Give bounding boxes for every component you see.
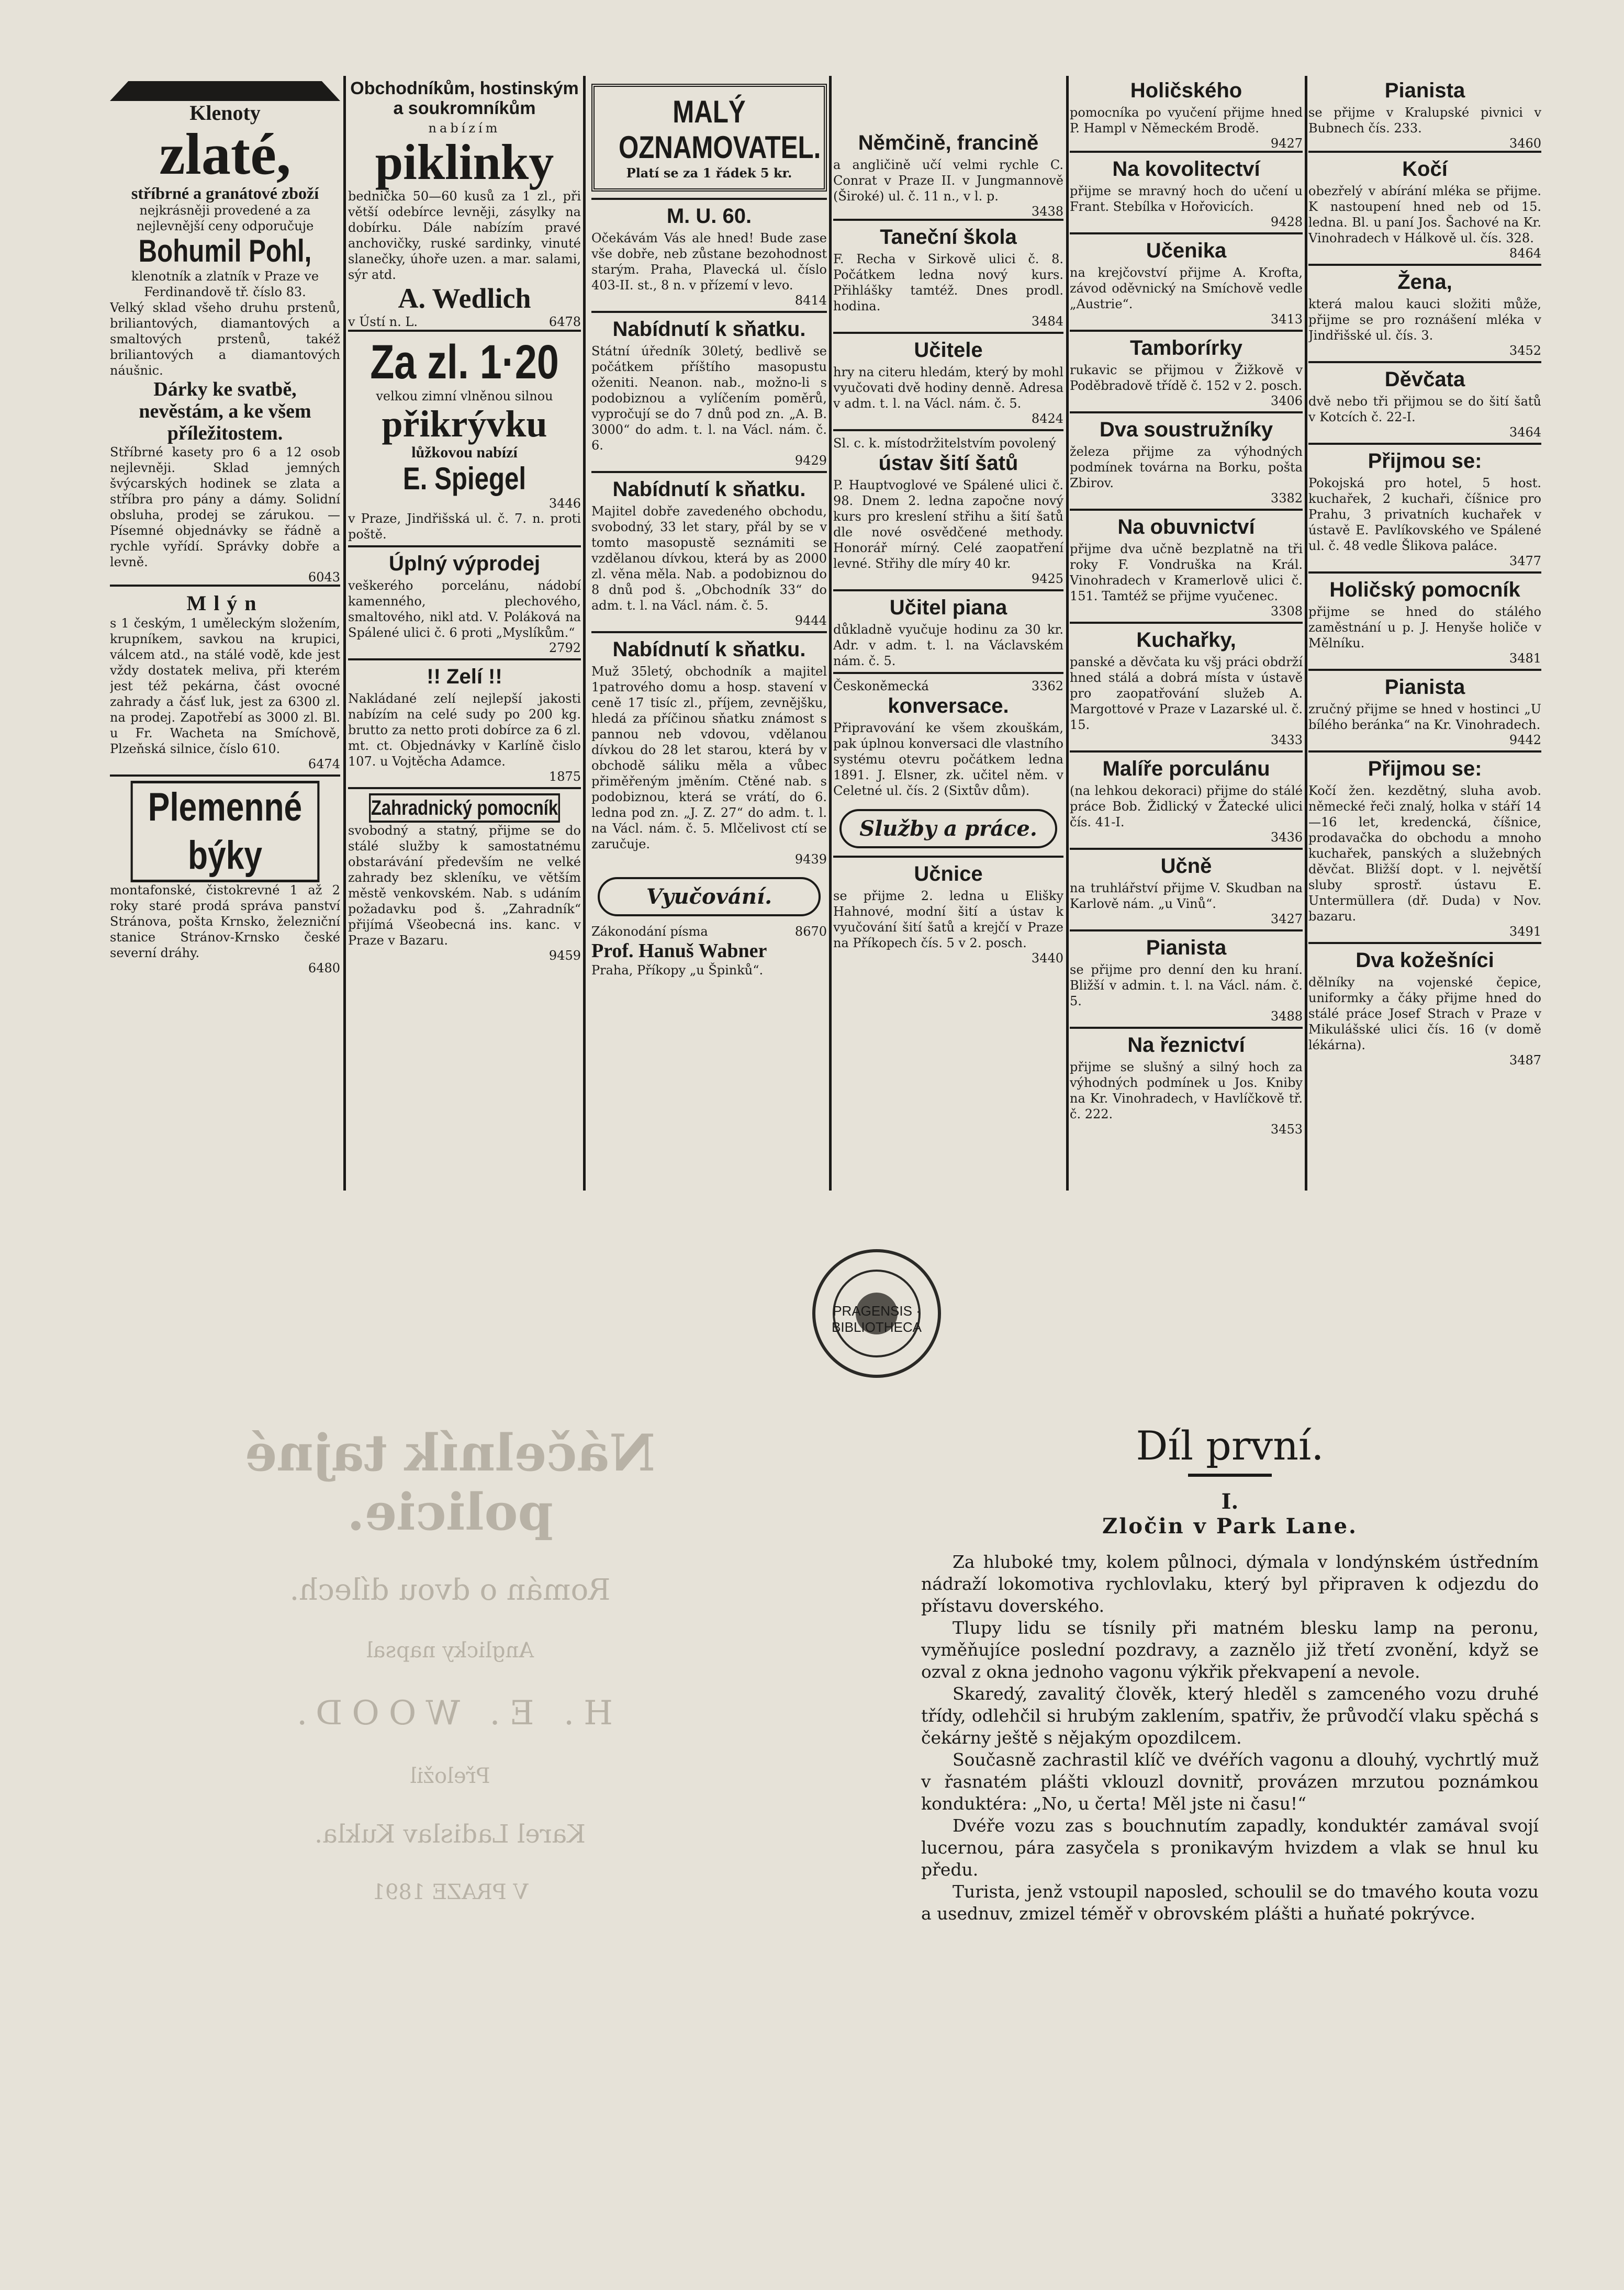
- show-through-title-page: [162, 1423, 738, 1936]
- classifieds-header: [591, 84, 827, 192]
- jewel-gift: Dárky ke svatbě, nevěstám, a ke všem příležitostem.: [139, 378, 311, 444]
- ad-text: na krejčovství přijme A. Krofta, závod oděvnický na Smíchově vedle „Austrie“.: [1070, 265, 1303, 311]
- pick-intro: Obchodníkům, hostinským a soukromníkům: [350, 78, 579, 118]
- ad-number: 3427: [1270, 912, 1303, 926]
- piano-title: Učitel piana: [889, 596, 1007, 619]
- ad-title: Kuchařky,: [1136, 628, 1236, 652]
- marriage-ad-2-title: Nabídnutí k sňatku.: [612, 478, 806, 501]
- ghost-author: H. E. WOOD.: [287, 1694, 613, 1733]
- ghost-imprint: V PRAZE 1891: [372, 1880, 529, 1904]
- ad-number: 3484: [1031, 314, 1063, 329]
- ad-number: 3308: [1270, 604, 1303, 619]
- ad-text: která malou kauci složiti může, přijme se pro roznášení mléka v Jindřišské ul. čís. 3.: [1308, 297, 1541, 343]
- jewel-title: zlaté,: [159, 122, 291, 187]
- classifieds-rate: Platí se za 1 řádek 5 kr.: [626, 165, 792, 181]
- ad-number: 3362: [1031, 679, 1063, 693]
- ad-number: 8424: [1031, 411, 1063, 426]
- jewel-description: Velký sklad všeho druhu prstenů, briliantových, diamantových a smaltových prstenů, takéž briliantových a diamantových náušnic.: [110, 300, 340, 378]
- ad-title: Pianista: [1146, 936, 1227, 959]
- ad-number: 6043: [308, 570, 340, 585]
- blanket-title: přikrývku: [382, 403, 547, 445]
- ghost-subtitle: Román o dvou dílech.: [289, 1573, 611, 1607]
- banner-bar: [110, 81, 340, 101]
- marriage-ad-3-text: Muž 35letý, obchodník a majitel 1patrového domu a hosp. stavení v ceně 17 tisíc zl., příjem, zevnějšku, hledá za příčinou sňatku známost s pannou neb vdovou, vdělanou dívkou do 28 let starou, která by v obchodě sáliku měla a vůbec přiměřeným jměním. Ctěné nab. s podobiznou, která se vrátí, do 6. ledna pod zn. „J. Z. 27“ do adm. t. l. na Václ. nám. č. 5. Mlčelivost ctí se zaručuje.: [591, 664, 827, 851]
- ad-title: Pianista: [1384, 676, 1465, 699]
- ad-number: 3481: [1509, 651, 1541, 666]
- ad-title: Pianista: [1384, 79, 1465, 102]
- ad-title: Dva kožešníci: [1356, 949, 1494, 972]
- dance-title: Taneční škola: [880, 226, 1017, 249]
- column-rule: [1305, 76, 1307, 1191]
- blanket-intro: velkou zimní vlněnou silnou: [376, 389, 553, 403]
- bulls-text: montafonské, čistokrevné 1 až 2 roky staré prodá správa panství Stránova, pošta Krnsko, železniční stanice Stránov-Krnsko české severní dráhy.: [110, 883, 340, 960]
- garden-title: Zahradnický pomocník: [369, 793, 560, 823]
- sale-title: Úplný výprodej: [389, 552, 540, 575]
- ornament-divider: [1188, 1474, 1272, 1477]
- section-label-services: Služby a práce.: [839, 809, 1057, 848]
- ad-text: přijme dva učně bezplatně na tři roky F. Vondruška na Král. Vinohradech v Kramerlově ulici č. 151. Tamtéž se přijme vyučenec.: [1070, 542, 1303, 603]
- pick-offer: nabízím: [428, 121, 501, 136]
- footer-row: [591, 924, 827, 939]
- ad-number: 2792: [548, 641, 581, 655]
- ghost-translated-by: Přeložil: [410, 1764, 490, 1788]
- ad-number: 9439: [794, 852, 827, 867]
- marriage-ad-1-title: Nabídnutí k sňatku.: [612, 318, 806, 341]
- novel-section: [921, 1423, 1539, 1925]
- ad-number: 6478: [548, 315, 581, 329]
- jewel-sub: stříbrné a granátové zboží: [131, 184, 319, 203]
- column-rule: [1066, 76, 1069, 1191]
- library-stamp: [809, 1245, 945, 1382]
- cabbage-title: !! Zelí !!: [427, 665, 502, 688]
- paragraph: Současně zachrastil klíč ve dvéřích vagonu a dlouhý, vychrtlý muž v řasnatém plášti vklouzl dovnitř, provázen mrzutou poznámkou konduktéra: „No, u čerta! Měl jste ni času!“: [921, 1749, 1539, 1814]
- ad-number: 3433: [1270, 733, 1303, 747]
- jewel-label: Klenoty: [189, 101, 261, 125]
- garden-text: svobodný a statný, přijme se do stálé služby k samostatnému obstarávání především ne velké zahrady bez skleníku, ve větším městě venkovském. Nab. s udáním požadavku pod š. „Zahradník“ přijímá Všeobecná ins. kanc. v Praze v Bazaru.: [348, 823, 581, 948]
- stamp-text: PRAGENSIS · BIBLIOTHECA: [832, 1303, 922, 1335]
- sewing-text: P. Hauptvoglové ve Spálené ulici č. 98. Dnem 2. ledna započne nový kurs pro kreslení střihu a šití šatů dle nové osvědčené methody. Honorář mírný. Celé zaopatření levné. Střihy dle míry 40 kr.: [833, 478, 1063, 571]
- ad-text: se přijme pro denní den ku hraní. Bližší v admin. t. l. na Václ. nám. č. 5.: [1070, 962, 1303, 1008]
- ad-title: Přijmou se:: [1368, 757, 1482, 780]
- ad-text: přijme se hned do stálého zaměstnání u p. J. Henyše holiče v Mělníku.: [1308, 604, 1541, 650]
- jewel-text: nejkrásněji provedené a za nejlevnější ceny odporučuje: [136, 203, 314, 233]
- ad-text: zručný přijme se hned v hostinci „U bílého beránka“ na Kr. Vinohradech.: [1308, 702, 1541, 732]
- ad-title: Dva soustružníky: [1099, 418, 1273, 441]
- sewing-intro: Sl. c. k. místodržitelstvím povolený: [833, 436, 1056, 451]
- column-2: [348, 78, 581, 1188]
- language-text: a angličině učí velmi rychle C. Conrat v Praze II. v Jungmannově (Široké) ul. č. 11 n., v l. p.: [833, 158, 1063, 204]
- jewel-address: klenotník a zlatník v Praze ve Ferdinandově tř. číslo 83.: [131, 269, 319, 299]
- ad-text: Pokojská pro hotel, 5 host. kuchařek, 2 kuchaři, číšnice pro Prahu, 3 privatních kuchařek v ústavě E. Pavlíkovského ve Spálené ul. č. 48 vedle Šlikova paláce.: [1308, 476, 1541, 553]
- pick-place-row: [348, 314, 581, 330]
- ad-number: 3477: [1509, 554, 1541, 568]
- ad-title: Děvčata: [1384, 368, 1465, 391]
- professor-name: Prof. Hanuš Wabner: [591, 940, 767, 962]
- ad-title: Učně: [1160, 855, 1212, 878]
- ad-title: Učenika: [1146, 239, 1227, 262]
- marriage-ad-2-text: Majitel dobře zavedeného obchodu, svobodný, 33 let stary, přál by se v tomto masopustě seznámiti se vzdělanou dívkou, která by as 2000 zl. věna měla. Nab. a podobiznou do 8 dnů pod š. „Obchodník 33“ do adm. t. l. na Václ. nám. č. 5.: [591, 504, 827, 613]
- ad-title: Malíře porculánu: [1102, 757, 1270, 780]
- ad-number: 1875: [548, 769, 581, 784]
- ad-title: Na řeznictví: [1127, 1034, 1245, 1057]
- cabbage-text: Nakládané zelí nejlepší jakosti nabízím na celé sudy po 200 kg. brutto za netto proti dobírce za 6 zl. mt. ct. Objednávky v Karlíně čislo 107. u Vojtěcha Adamce.: [348, 691, 581, 769]
- chapter-title: Zločin v Park Lane.: [1102, 1514, 1358, 1539]
- ghost-translator: Karel Ladislav Kukla.: [315, 1820, 586, 1849]
- marriage-ad-3-title: Nabídnutí k sňatku.: [612, 638, 806, 661]
- ad-text: železa přijme za výhodných podmínek továrna na Borku, pošta Zbirov.: [1070, 444, 1303, 490]
- conversation-text: Připravování ke všem zkouškám, pak úplnou konversaci dle vlastního systému otevru počátkem ledna 1891. J. Elsner, zk. učitel něm. v Celetné ul. čís. 2 (Sixtův dům).: [833, 721, 1063, 798]
- ad-number: 3440: [1031, 951, 1063, 966]
- sale-text: veškerého porcelánu, nádobí kamenného, plechového, smaltového, nikl atd. V. Poláková na Spálené ulici č. 6 proti „Myslíkům.“: [348, 578, 581, 640]
- ad-text: panské a děvčata ku všj práci obdrží hned stálá a dobrá místa v ústavě pro zaopatřování služeb A. Margottové v Praze v Lazarské ul. č. 15.: [1070, 655, 1303, 732]
- marriage-ad-1-text: Státní úředník 30letý, bedlivě se počátkem příštího masopustu oženiti. Neanon. nab., možno-li s podobiznou a vylíčením poměrů, vypročují se do 7 dnů pod zn. „A. B. 3000“ do adm. t. l. na Václ. nám. č. 6.: [591, 344, 827, 453]
- ad-text: na truhlářství přijme V. Skudban na Karlově nám. „u Vinů“.: [1070, 881, 1303, 911]
- pick-text: bednička 50—60 kusů za 1 zl., při větší odebírce levněji, zásylky na dobírku. Dále nabízím pravé anchovičky, ruské sardinky, vinuté slanečky, úhoře uzen. a mar. salami, sýr atd.: [348, 189, 581, 282]
- ad-number: 9429: [794, 453, 827, 468]
- paragraph: Za hluboké tmy, kolem půlnoci, dýmala v londýnském ústředním nádraží lokomotiva rychlovlaku, který byl připraven k odjezdu do přístavu doverského.: [921, 1552, 1539, 1616]
- ad-number: 3446: [548, 496, 581, 511]
- ad-number: 8464: [1509, 246, 1541, 261]
- part-title: Díl první.: [1136, 1422, 1324, 1469]
- paragraph: Turista, jenž vstoupil naposled, schoulil se do tmavého kouta vozu a usednuv, zmizel téměř v obrovském plášti a huňaté pokrývce.: [921, 1881, 1539, 1924]
- ad-number: 3488: [1270, 1009, 1303, 1024]
- paragraph: Tlupy lidu se tísnily při matném blesku lamp na peronu, vyměňujíce poslední pozdravy, a zaznělo již třetí zvonění, když se ozval z okna jednoho vagonu výkřik překvapení a nevole.: [921, 1618, 1539, 1682]
- mu-text: Očekávám Vás ale hned! Bude zase vše dobře, neb zůstane bezohodnost starým. Praha, Plavecká ul. číslo 403-II. st., 8 n. v přízemí v levo.: [591, 231, 827, 293]
- ad-number: 3406: [1270, 394, 1303, 408]
- paragraph: Dvéře vozu zas s bouchnutím zapadly, konduktér zamával svojí lucernou, pára zasyčela s pronikavým hvizdem a vlak se hnul ku předu.: [921, 1815, 1539, 1880]
- ad-text: pomocníka po vyučení přijme hned P. Hampl v Německém Brodě.: [1070, 105, 1303, 136]
- conversation-intro: Českoněmecká: [833, 679, 929, 693]
- mill-title: Mlýn: [186, 591, 264, 615]
- ad-title: Na obuvnictví: [1117, 515, 1255, 538]
- jeweler-name: Bohumil Pohl,: [138, 233, 312, 268]
- ad-text: se přijme v Kralupské pivnici v Bubnech čís. 233.: [1308, 105, 1541, 136]
- ad-number: 3460: [1509, 136, 1541, 151]
- section-label-teaching: Vyučování.: [598, 877, 821, 916]
- ad-number: 3453: [1270, 1122, 1303, 1137]
- ad-number: 3413: [1270, 312, 1303, 327]
- ad-text: přijme se slušný a silný hoch za výhodných podmínek u Jos. Kniby na Kr. Vinohradech, v Havlíčkově tř. č. 222.: [1070, 1060, 1303, 1121]
- column-4: [833, 78, 1063, 1188]
- jewel-more: Stříbrné kasety pro 6 a 12 osob nejlevněji. Sklad jemných švýcarských hodinek se zlata a stříbra pro pány a dámy. Solidní obsluha, prodej se zárukou. — Písemné objednávky se řádně a rychle vyřídí. Správky dobře a levně.: [110, 445, 340, 569]
- blanket-merchant: E. Spiegel: [402, 461, 527, 496]
- ad-number: 3382: [1270, 491, 1303, 506]
- column-rule: [343, 76, 346, 1191]
- ad-text: rukavic se přijmou v Žižkově v Poděbradově třídě č. 152 v 2. posch.: [1070, 363, 1303, 393]
- ad-number: 8670: [794, 924, 827, 939]
- ad-number: 9459: [548, 948, 581, 963]
- column-rule: [829, 76, 832, 1191]
- blanket-sub: lůžkovou nabízí: [411, 444, 518, 461]
- conversation-title: konversace.: [888, 694, 1009, 717]
- ad-number: 6474: [308, 757, 340, 771]
- sewing-title: ústav šití šatů: [878, 452, 1018, 475]
- ad-number: 9444: [794, 613, 827, 628]
- ad-text: dělníky na vojenské čepice, uniformky a čáky přijme hned do stálé práce Josef Strach v Praze v Mikulášské ulici čís. 16 (v domě lékárna).: [1308, 975, 1541, 1052]
- pick-merchant: A. Wedlich: [398, 283, 531, 314]
- ad-title: Přijmou se:: [1368, 450, 1482, 473]
- ad-title: Holičský pomocník: [1329, 578, 1520, 601]
- footer-address: Praha, Příkopy „u Špinků“.: [591, 963, 764, 978]
- classifieds-title: MALÝ OZNAMOVATEL.: [618, 94, 821, 165]
- ad-number: 8414: [794, 293, 827, 308]
- pick-title: piklinky: [375, 134, 554, 190]
- teacher-title: Učitele: [914, 339, 983, 362]
- ghost-title: Náčelník tajné policie.: [244, 1423, 656, 1542]
- ad-number: 3436: [1270, 830, 1303, 845]
- ad-text: obezřelý v abírání mléka se přijme. K nastoupení hned neb od 15. ledna. Bl. u paní Jos. Šachové na Kr. Vinohradech v Hálkově ul. čís. 328.: [1308, 184, 1541, 245]
- ad-number: 3464: [1509, 425, 1541, 440]
- column-5: [1070, 78, 1303, 1188]
- ad-number: 3438: [1031, 204, 1063, 219]
- ad-title: Kočí: [1402, 158, 1448, 181]
- ad-title: Tamborírky: [1130, 336, 1242, 360]
- ad-number: 9428: [1270, 215, 1303, 229]
- ad-number: 3452: [1509, 343, 1541, 358]
- ad-text: přijme se mravný hoch do učení u Frant. Stebílka v Hořovicích.: [1070, 184, 1303, 214]
- paragraph: Skaredý, zavalitý člověk, který hleděl s zamceného vozu druhé třídy, odlehčil si hrubým zaklením, spatřiv, že průvodčí vlaku spěchá s čekárny ještě s nějakým opozdilcem.: [921, 1683, 1539, 1748]
- piano-text: důkladně vyučuje hodinu za 30 kr. Adr. v adm. t. l. na Václavském nám. č. 5.: [833, 622, 1063, 668]
- mu-title: M. U. 60.: [666, 205, 752, 228]
- ad-title: Holičského: [1130, 79, 1242, 102]
- column-3: [591, 78, 827, 1188]
- blanket-address: v Praze, Jindřišská ul. č. 7. n. proti poště.: [348, 511, 581, 542]
- column-1: [110, 78, 340, 1188]
- ad-title: Na kovolitectví: [1112, 158, 1260, 181]
- ad-number: 9442: [1509, 733, 1541, 747]
- ad-number: 9427: [1270, 136, 1303, 151]
- apprentice-title: Učnice: [914, 862, 983, 885]
- column-rule: [583, 76, 586, 1191]
- footer-text: Zákonodání písma: [591, 924, 708, 939]
- language-title: Němčině, francině: [858, 131, 1039, 154]
- column-6: [1308, 78, 1541, 1188]
- ad-text: (na lehkou dekoraci) přijme do stálé práce Bob. Židlický v Žatecké ulici čís. 41-I.: [1070, 783, 1303, 829]
- ad-number: 3487: [1509, 1053, 1541, 1068]
- ad-title: Žena,: [1397, 271, 1452, 294]
- ad-number: 9425: [1031, 571, 1063, 586]
- price-heading: Za zl. 1·20: [370, 335, 559, 389]
- dance-text: F. Recha v Sirkově ulici č. 8. Počátkem ledna nový kurs. Přihlášky tamtéž. Dnes prodl. hodina.: [833, 252, 1063, 313]
- apprentice-text: se přijme 2. ledna u Elišky Hahnové, modní šití a ústav k vyučování šití šatů a krejčí v Praze na Příkopech čís. 5 v 2. posch.: [833, 889, 1063, 950]
- teacher-text: hry na citeru hledám, který by mohl vyučovati dvě hodiny denně. Adresa v adm. t. l. na Václ. nám. č. 5.: [833, 365, 1063, 411]
- conversation-row: [833, 678, 1063, 694]
- ad-number: 3491: [1509, 924, 1541, 939]
- mill-text: s 1 českým, 1 uměleckým složením, krupníkem, savkou na krupici, válcem atd., na stálé vodě, kde jest vždy dostatek meliva, při kterém jest též pekárna, část ovocné zahrady a čásť luk, jest za 6300 zl. na prodej. Zapotřebí as 3000 zl. Bl. u Fr. Wacheta na Smíchově, Plzeňská silnice, číslo 610.: [110, 616, 340, 756]
- ghost-written-by: Anglicky napsal: [366, 1638, 534, 1663]
- bulls-title: Plemenné býky: [131, 781, 320, 882]
- chapter-number: I.: [1221, 1489, 1239, 1514]
- pick-place: v Ústí n. L.: [348, 315, 418, 329]
- ad-text: Kočí žen. kezdětný, sluha avob. německé řeči znalý, holka v stáří 14—16 let, kredencká, číšnice, prodavačka do obchodu a mnoho kuchařek, panských a služebných děvčat. Bližší dopt. v l. největší sluby sprostř. ústavu E. Untermüllera (dř. Duda) v Nov. bazaru.: [1308, 783, 1541, 924]
- ad-text: dvě nebo tři přijmou se do šití šatů v Kotcích č. 22-I.: [1308, 394, 1541, 424]
- ad-number: 6480: [308, 961, 340, 975]
